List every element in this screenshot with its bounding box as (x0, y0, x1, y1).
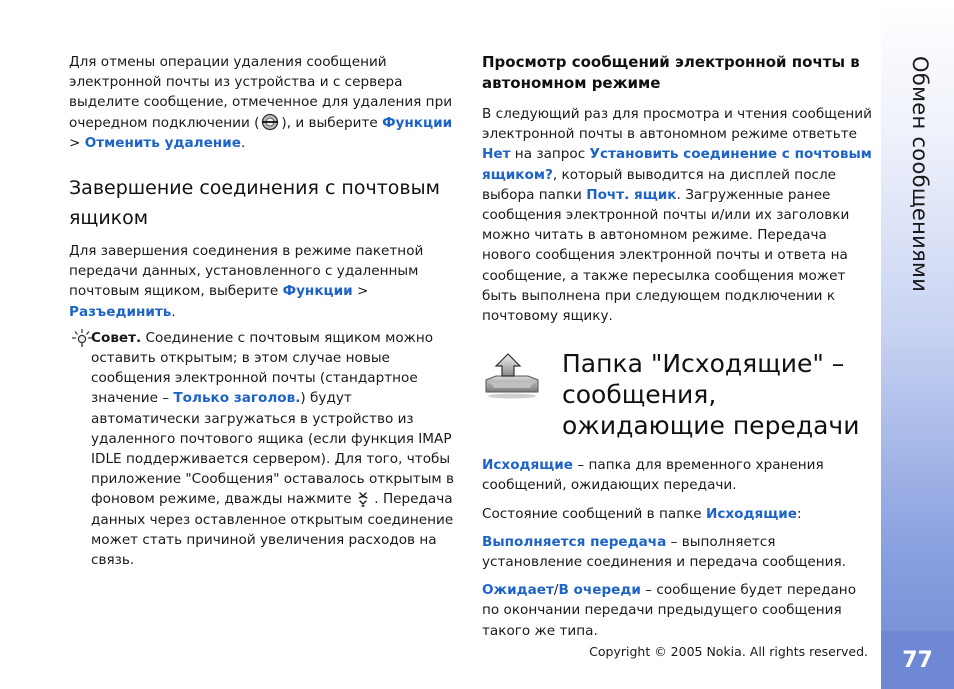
outbox-paragraph: Исходящие – папка для временного хранения сообщений, ожидающих передачи. (482, 457, 824, 494)
delete-marked-icon (259, 113, 281, 131)
link-no[interactable]: Нет (482, 146, 511, 163)
outbox-icon (482, 350, 542, 410)
outbox-heading: Папка "Исходящие" – сообщения, ожидающие передачи (562, 349, 860, 441)
page-number: 77 (881, 631, 954, 689)
tip-lightbulb-icon (71, 328, 93, 348)
outbox-status-paragraph: Состояние сообщений в папке Исходящие: (482, 505, 802, 522)
link-queued[interactable]: В очереди (558, 582, 641, 599)
link-outbox-2[interactable]: Исходящие (705, 505, 798, 522)
link-waiting[interactable]: Ожидает (482, 582, 554, 599)
offline-paragraph: В следующий раз для просмотра и чтения сообщений электронной почты в автономном режиме ответьте Нет на запрос Установить соединение с почтовым ящиком?, который выводится на дисплей после выбора папки Почт. ящик. Загруженные ранее сообщения электронной почты и/или их заголовки можно читать в автономном режиме. Передача нового сообщения электронной почты и ответа на сообщение, а также пересылка сообщения может быть выполнена при следующем подключении к почтовому ящику. (482, 106, 872, 325)
link-headers-only[interactable]: Только заголов. (173, 390, 301, 407)
sending-status-paragraph: Выполняется передача – выполняется установление соединения и передача сообщения. (482, 533, 846, 571)
link-outbox[interactable]: Исходящие (482, 457, 574, 474)
chapter-title: Обмен сообщениями (908, 56, 932, 293)
sub-heading-offline: Просмотр сообщений электронной почты в автономном режиме (482, 53, 860, 92)
left-column (69, 52, 461, 570)
delete-undo-paragraph: Для отмены операции удаления сообщений электронной почты из устройства и с сервера выделите сообщение, отмеченное для удаления при очередном подключении ( ), и выберите Функции > Отменить удаление. (69, 54, 453, 151)
link-sending[interactable]: Выполняется передача (482, 533, 667, 550)
waiting-status-paragraph: Ожидает/В очереди – сообщение будет передано по окончании передачи предыдущего сообщения такого же типа. (482, 582, 857, 639)
tip-block (69, 328, 461, 570)
link-mailbox[interactable]: Почт. ящик (586, 186, 677, 203)
link-functions-2[interactable]: Функции (282, 283, 353, 300)
chapter-title-wrap (905, 56, 935, 306)
tip-text: Совет. Соединение с почтовым ящиком можно оставить открытым; в этом случае новые сообщения электронной почты (стандартное значение – Только заголов.) будут автоматически загружаться в устройство из удаленного почтового ящика (если функция IMAP IDLE поддерживается сервером). Для того, чтобы приложение "Сообщения" оставалось открытым в фоновом режиме, дважды нажмите . Передача данных через оставленное открытым соединение может стать причиной увеличения расходов на связь. (91, 329, 455, 569)
disconnect-paragraph: Для завершения соединения в режиме пакетной передачи данных, установленного с удаленным почтовым ящиком, выберите Функции > Разъединить. (69, 243, 424, 320)
copyright-footer: Copyright © 2005 Nokia. All rights reserved. (589, 644, 868, 659)
link-connect-mailbox[interactable]: Установить соединение с почтовым ящиком? (482, 146, 872, 183)
right-column (482, 52, 874, 641)
link-disconnect[interactable]: Разъединить (69, 303, 172, 320)
section-heading-disconnect: Завершение соединения с почтовым ящиком (69, 177, 440, 230)
link-functions[interactable]: Функции (382, 114, 453, 131)
tip-label: Совет. (91, 329, 142, 346)
link-undo-delete[interactable]: Отменить удаление (84, 134, 241, 151)
outbox-heading-block (482, 350, 874, 441)
menu-key-icon (356, 491, 370, 507)
